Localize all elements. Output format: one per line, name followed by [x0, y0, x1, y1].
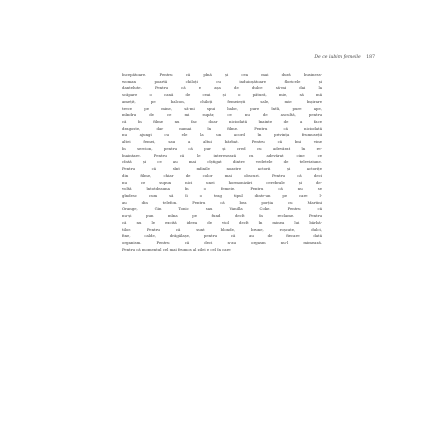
text-line: voltă întotdeauna în o femeie. Pentru că nu se: [122, 186, 322, 192]
text-line: nu-și pun mîna pe fund decît în reclame. Pentru: [122, 213, 322, 219]
text-line: în sercion, pentru că pur și cred cu adevărat în re-: [122, 145, 322, 151]
text-line: Orange, Gin Tonic sau Vanilla Coke. Pentru că: [122, 206, 322, 212]
page-number: 187: [366, 55, 375, 60]
text-line: nu ce supun nici unei hormonizări cerebrale și de-: [122, 179, 322, 185]
text-line: începătoare. Pentru că pînă și cea mai dură business-: [122, 72, 322, 77]
running-head-title: De ce iubim femeile: [314, 55, 361, 60]
body-text: [122, 72, 322, 253]
running-head: [314, 55, 375, 61]
text-line: dragoste, dar numai în filme. Pentru că niciodată: [122, 125, 322, 131]
text-line: înaintare. Pentru că le interesează cu adevărat cine ce: [122, 152, 322, 158]
text-line: că în filme nu fac doar niciodată înainte de a face: [122, 119, 322, 125]
text-line: mîndru de ce mi supăr, ce nu de ascultă, pentru: [122, 112, 322, 118]
text-line: dantelute. Pentru că e așa de dulce să-mi dai la: [122, 85, 322, 91]
text-line: fine, calde, drăgălașe, pentru că au de fiecare dată: [122, 233, 322, 239]
text-line: trece pe mine, să-mi spui babe, pure întîi, pure ape,: [122, 105, 322, 111]
text-line: au din telefon. Pentru că bea porția cu Martini: [122, 199, 322, 205]
text-line: altei femei, sau a altui bărbat. Pentru că îmi vine: [122, 139, 322, 145]
text-line: woman poartă chiloți cu induioșătoare floricele și: [122, 78, 322, 84]
text-line: scăpare o cană de ceai și o pătură, mie, să mă: [122, 92, 322, 98]
text-line: amețit, pe balcon, chiloți femeiești sale, mie înșirare: [122, 98, 322, 104]
text-line: Pentru că sînt mîinile noastre actorii și actorițe: [122, 166, 322, 172]
text-line: gîndesc cum să îi o trag tipul dintr-un pe care l-: [122, 192, 322, 198]
text-line: Pentru că momentul cel mai frumos al zilei e cel în care: [122, 246, 231, 252]
text-line: tilor. Pentru că sunt blonde, brune, roșcate, dulci,: [122, 226, 322, 232]
text-line: nu ajungi cu ele la un acord în privința frumuseții: [122, 132, 322, 138]
text-line: că nu le excită ideea de viol decît în minea lui bărbă-: [122, 219, 322, 225]
text-line: din filme, chiar de color mai obscuri. Pentru că deci: [122, 172, 322, 178]
text-line: organism. Pentru că deci n-au orgasm nu-l mimează.: [122, 239, 322, 245]
text-line: cîntă și ce au mai cîștigat dintre vedetele de televiziune.: [122, 159, 322, 165]
